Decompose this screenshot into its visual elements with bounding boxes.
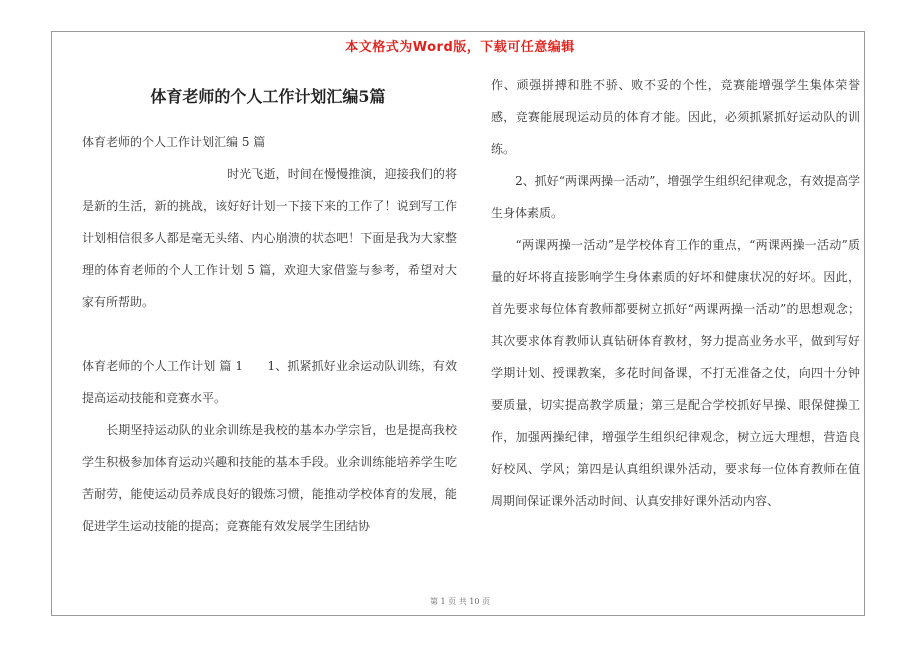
word-format-banner: 本文格式为Word版，下载可任意编辑 xyxy=(345,40,575,55)
intro-paragraph: 时光飞逝，时间在慢慢推演，迎接我们的将是新的生活，新的挑战，该好好计划一下接下来的工作了！说到写工作计划相信很多人都是毫无头绪、内心崩溃的状态吧！下面是我为大家整理的体育老师的个人工作计划 5 篇，欢迎大家借鉴与参考，希望对大家有所帮助。 xyxy=(82,167,457,309)
competition-paragraph: 作、顽强拼搏和胜不骄、败不妥的个性，竞赛能增强学生集体荣誉感，竞赛能展现运动员的体育才能。因此，必须抓紧抓好运动队的训练。 xyxy=(491,78,860,156)
point-2-heading: 2、抓好“两课两操一活动”，增强学生组织纪律观念，有效提高学生身体素质。 xyxy=(491,174,860,220)
page-number-footer: 第 1 页 共 10 页 xyxy=(430,597,490,606)
plan-1-heading: 体育老师的个人工作计划 篇 1 1、抓紧抓好业余运动队训练，有效提高运动技能和竞赛水平。 xyxy=(82,359,457,405)
training-paragraph: 长期坚持运动队的业余训练是我校的基本办学宗旨，也是提高我校学生积极参加体育运动兴趣和技能的基本手段。业余训练能培养学生吃苦耐劳，能使运动员养成良好的锻炼习惯，能推动学校体育的发展，能促进学生运动技能的提高；竞赛能有效发展学生团结协 xyxy=(82,423,457,533)
two-classes-paragraph: “两课两操一活动”是学校体育工作的重点，“两课两操一活动”质量的好坏将直接影响学生身体素质的好坏和健康状况的好坏。因此，首先要求每位体育教师都要树立抓好“两课两操一活动”的思想观念；其次要求体育教师认真钻研体育教材，努力提高业务水平，做到写好学期计划、授课教案，多花时间备课，不打无准备之仗，向四十分钟要质量，切实提高教学质量；第三是配合学校抓好早操、眼保健操工作，加强两操纪律，增强学生组织纪律观念，树立远大理想，营造良好校风、学风；第四是认真组织课外活动，要求每一位体育教师在值周期间保证课外活动时间、认真安排好课外活动内容、 xyxy=(491,238,860,508)
document-title: 体育老师的个人工作计划汇编5篇 xyxy=(150,87,386,106)
left-column xyxy=(82,126,457,542)
subtitle-line: 体育老师的个人工作计划汇编 5 篇 xyxy=(82,135,266,149)
right-column xyxy=(491,69,860,517)
